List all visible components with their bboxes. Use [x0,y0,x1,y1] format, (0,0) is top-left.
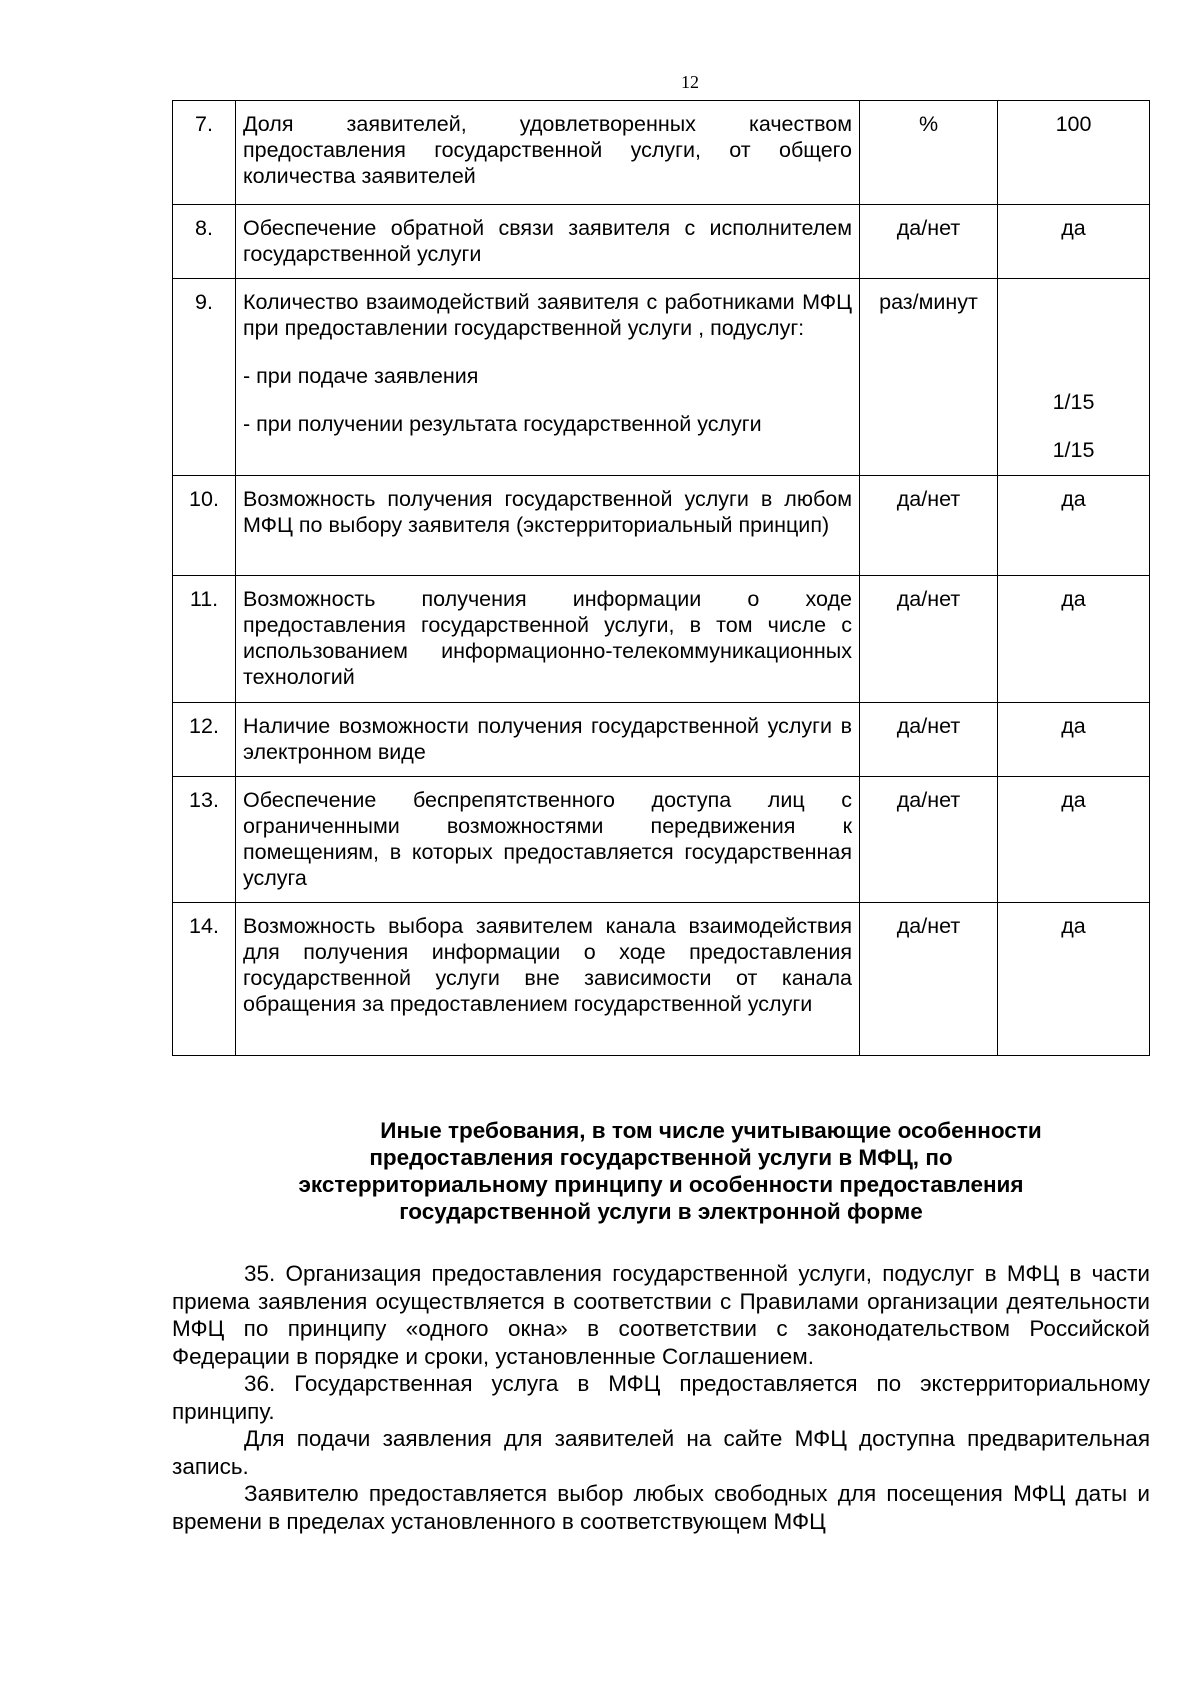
row-description: Наличие возможности получения государственной услуги в электронном виде [236,703,860,777]
table-row [173,777,1150,903]
row-description: Возможность получения государственной услуги в любом МФЦ по выбору заявителя (экстерриториальный принцип) [236,476,860,576]
row-number: 12. [173,703,236,777]
paragraph: Заявителю предоставляется выбор любых свободных для посещения МФЦ даты и времени в пределах установленного в соответствующем МФЦ [172,1481,1150,1534]
heading-line: предоставления государственной услуги в МФЦ, по [369,1145,953,1170]
heading-line: экстерриториальному принципу и особенности предоставления [298,1172,1024,1197]
row-unit: да/нет [860,476,998,576]
row-description: Обеспечение обратной связи заявителя с исполнителем государственной услуги [236,205,860,279]
row-value: да [998,576,1150,703]
paragraph: 35. Организация предоставления государственной услуги, подуслуг в МФЦ в части приема заявления осуществляется в соответствии с Правилами организации деятельности МФЦ по принципу «одного окна» в соответствии с законодательством Российской Федерации в порядке и сроки, установленные Соглашением. [172,1261,1150,1369]
row-value: 100 [998,101,1150,205]
subrow-description: - при подаче заявления [243,364,479,388]
row-value: да [998,205,1150,279]
row-description [236,279,860,476]
table-row [173,279,1150,476]
row-value-main [998,289,1149,367]
row-unit: да/нет [860,576,998,703]
row-description: Доля заявителей, удовлетворенных качеством предоставления государственной услуги, от общего количества заявителей [236,101,860,205]
row-value: да [998,476,1150,576]
subrow-value: 1/15 [1052,438,1095,462]
section-heading [172,1117,1150,1225]
row-unit: да/нет [860,903,998,1056]
row-unit: раз/минут [860,279,998,476]
paragraph: 36. Государственная услуга в МФЦ предоставляется по экстерриториальному принципу. [172,1371,1150,1424]
heading-line: государственной услуги в электронной форме [399,1199,923,1224]
row-description-main: Количество взаимодействий заявителя с работниками МФЦ при предоставлении государственной услуги , подуслуг: [243,290,852,340]
row-description: Обеспечение беспрепятственного доступа лиц с ограниченными возможностями передвижения к помещениям, в которых предоставляется государственная услуга [236,777,860,903]
row-value: да [998,777,1150,903]
row-number: 10. [173,476,236,576]
subrow-description: - при получении результата государственной услуги [243,412,762,436]
row-number: 9. [173,279,236,476]
heading-line: Иные требования, в том числе учитывающие особенности [380,1118,1042,1143]
body-text [172,1260,1150,1535]
subrow-value: 1/15 [1052,390,1095,414]
row-unit: да/нет [860,777,998,903]
row-number: 11. [173,576,236,703]
row-unit: да/нет [860,205,998,279]
row-value [998,279,1150,476]
paragraph: Для подачи заявления для заявителей на сайте МФЦ доступна предварительная запись. [172,1426,1150,1479]
row-number: 7. [173,101,236,205]
table-row [173,703,1150,777]
table-row [173,205,1150,279]
row-number: 8. [173,205,236,279]
row-unit: % [860,101,998,205]
row-number: 14. [173,903,236,1056]
row-value: да [998,903,1150,1056]
row-number: 13. [173,777,236,903]
page-number: 12 [681,72,699,92]
table-row [173,903,1150,1056]
row-value: да [998,703,1150,777]
table-row [173,576,1150,703]
row-description: Возможность получения информации о ходе предоставления государственной услуги, в том числе с использованием информационно-телекоммуникационных технологий [236,576,860,703]
row-description: Возможность выбора заявителем канала взаимодействия для получения информации о ходе предоставления государственной услуги вне зависимости от канала обращения за предоставлением государственной услуги [236,903,860,1056]
table-row [173,476,1150,576]
indicators-table [172,100,1150,1056]
row-unit: да/нет [860,703,998,777]
table-row [173,101,1150,205]
